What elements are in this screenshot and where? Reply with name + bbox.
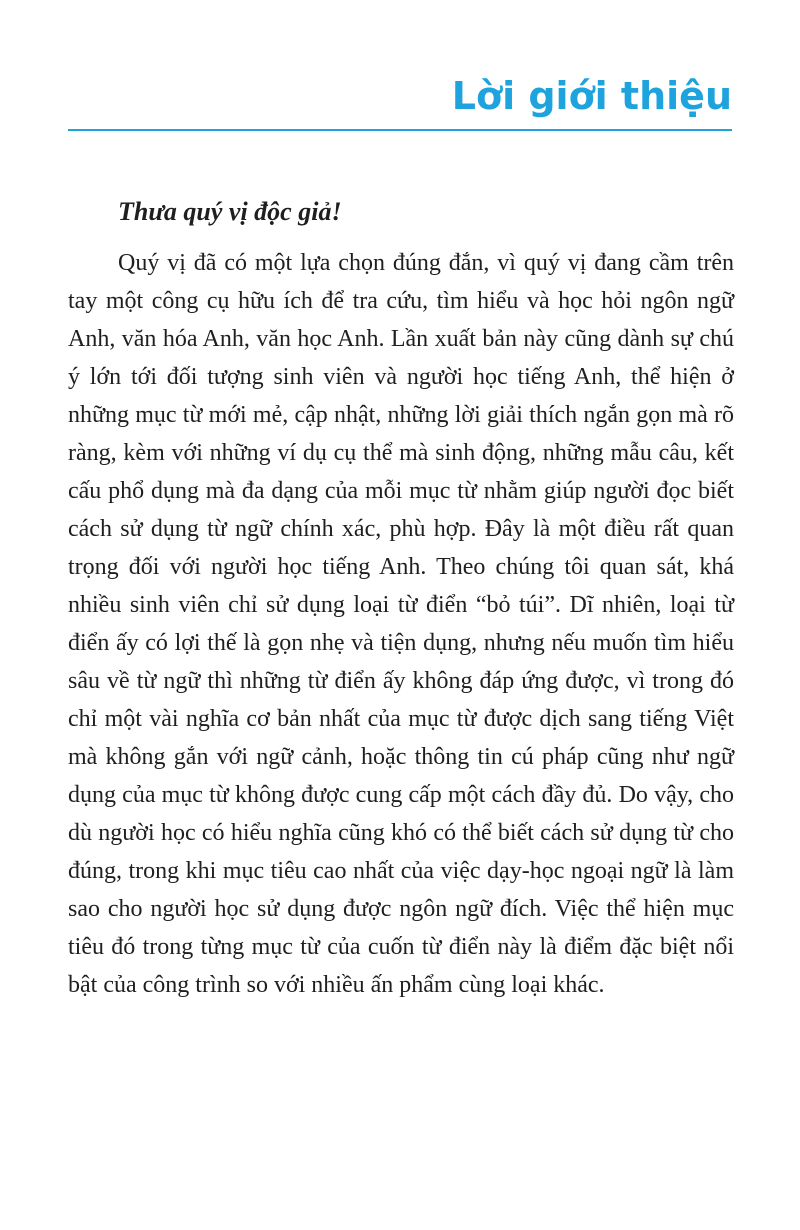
intro-paragraph: Quý vị đã có một lựa chọn đúng đắn, vì quý vị đang cầm trên tay một công cụ hữu ích để tra cứu, tìm hiểu và học hỏi ngôn ngữ Anh, văn hóa Anh, văn học Anh. Lần xuất bản này cũng dành sự chú ý lớn tới đối tượng sinh viên và người học tiếng Anh, thể hiện ở những mục từ mới mẻ, cập nhật, những lời giải thích ngắn gọn mà rõ ràng, kèm với những ví dụ cụ thể mà sinh động, những mẫu câu, kết cấu phổ dụng mà đa dạng của mỗi mục từ nhằm giúp người đọc biết cách sử dụng từ ngữ chính xác, phù hợp. Đây là một điều rất quan trọng đối với người học tiếng Anh. Theo chúng tôi quan sát, khá nhiều sinh viên chỉ sử dụng loại từ điển “bỏ túi”. Dĩ nhiên, loại từ điển ấy có lợi thế là gọn nhẹ và tiện dụng, nhưng nếu muốn tìm hiểu sâu về từ ngữ thì những từ điển ấy không đáp ứng được, vì trong đó chỉ một vài nghĩa cơ bản nhất của mục từ được dịch sang tiếng Việt mà không gắn với ngữ cảnh, hoặc thông tin cú pháp cũng như ngữ dụng của mục từ không được cung cấp một cách đầy đủ. Do vậy, cho dù người học có hiểu nghĩa cũng khó có thể biết cách sử dụng từ cho đúng, trong khi mục tiêu cao nhất của việc dạy-học ngoại ngữ là làm sao cho người học sử dụng được ngôn ngữ đích. Việc thể hiện mục tiêu đó trong từng mục từ của cuốn từ điển này là điểm đặc biệt nổi bật của công trình so với nhiều ấn phẩm cùng loại khác. xyxy=(68,250,734,998)
page-body xyxy=(68,190,734,1004)
title-divider xyxy=(68,129,732,131)
page-title: Lời giới thiệu xyxy=(451,74,732,118)
greeting-line: Thưa quý vị độc giả! xyxy=(118,197,342,226)
